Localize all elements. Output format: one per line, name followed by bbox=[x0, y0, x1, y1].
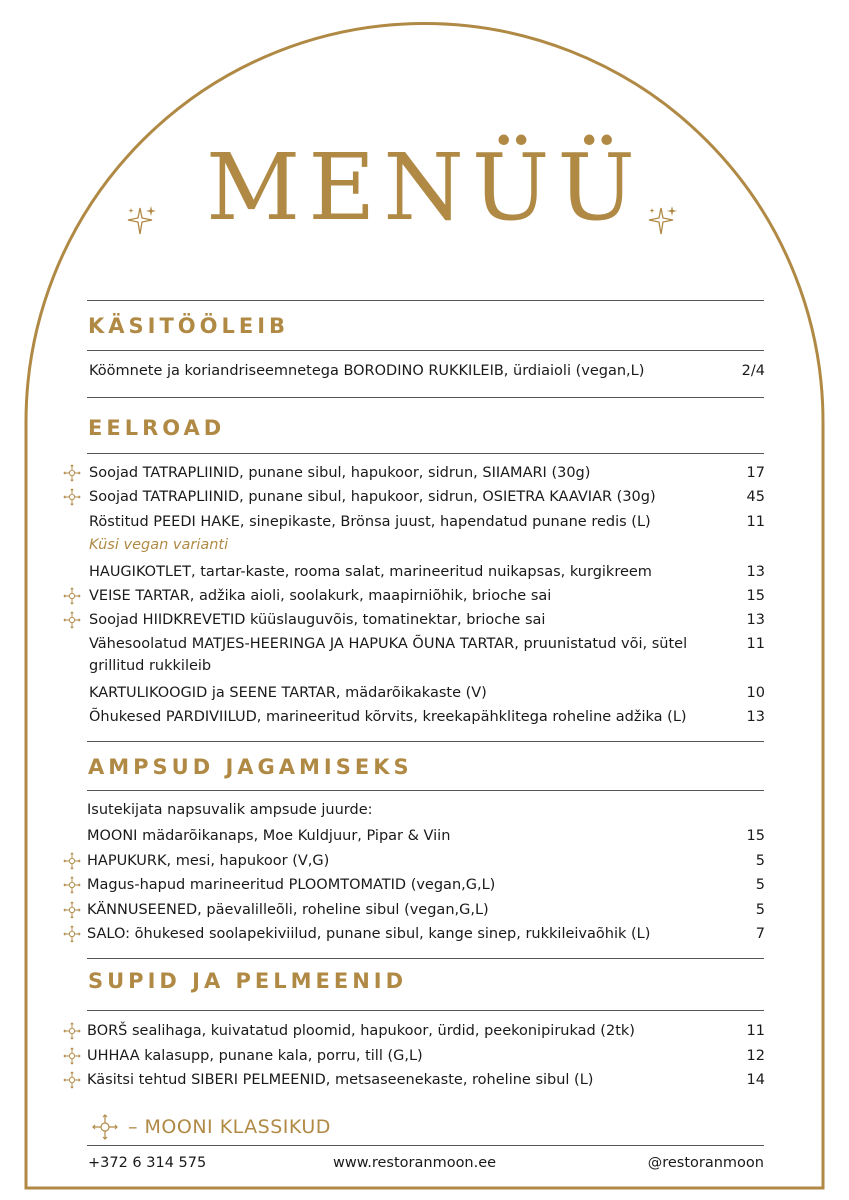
footer-social[interactable]: @restoranmoon bbox=[647, 1155, 764, 1171]
menu-item bbox=[89, 633, 765, 677]
menu-item-price: 11 bbox=[746, 1023, 765, 1039]
ornament-cross-icon bbox=[62, 851, 82, 871]
menu-item-price: 11 bbox=[746, 636, 765, 652]
menu-item bbox=[87, 850, 765, 872]
menu-item-price: 14 bbox=[746, 1072, 765, 1088]
divider bbox=[87, 1145, 764, 1146]
ornament-cross-icon bbox=[62, 875, 82, 895]
menu-item-price: 13 bbox=[746, 612, 765, 628]
menu-item bbox=[87, 1069, 765, 1091]
divider bbox=[87, 958, 764, 959]
menu-item-text: Õhukesed PARDIVIILUD, marineeritud kõrvits, kreekapähklitega roheline adžika (L) bbox=[89, 709, 687, 725]
divider bbox=[87, 350, 764, 351]
menu-item bbox=[87, 899, 765, 921]
sparkle-icon bbox=[645, 204, 679, 238]
menu-item-text: MOONI mädarõikanaps, Moe Kuldjuur, Pipar & Viin bbox=[87, 828, 451, 844]
menu-item-text: Magus-hapud marineeritud PLOOMTOMATID (vegan,G,L) bbox=[87, 877, 496, 893]
menu-item bbox=[89, 360, 765, 382]
menu-item-text: Köömnete ja koriandriseemnetega BORODINO RUKKILEIB, ürdiaioli (vegan,L) bbox=[89, 363, 645, 379]
menu-item-price: 15 bbox=[746, 828, 765, 844]
menu-item-text: HAUGIKOTLET, tartar-kaste, rooma salat, marineeritud nuikapsas, kurgikreem bbox=[89, 564, 652, 580]
section-title-supid: SUPID JA PELMEENID bbox=[88, 969, 408, 993]
menu-item bbox=[89, 609, 765, 631]
menu-item-text: Soojad HIIDKREVETID küüslauguvõis, tomatinektar, brioche sai bbox=[89, 612, 546, 628]
menu-item-text: Soojad TATRAPLIINID, punane sibul, hapukoor, sidrun, OSIETRA KAAVIAR (30g) bbox=[89, 489, 656, 505]
menu-item-price: 13 bbox=[746, 564, 765, 580]
menu-item bbox=[89, 511, 765, 533]
menu-item-text: HAPUKURK, mesi, hapukoor (V,G) bbox=[87, 853, 330, 869]
section-title-ampsud: AMPSUD JAGAMISEKS bbox=[88, 755, 413, 779]
menu-item-price: 5 bbox=[755, 877, 765, 893]
ornament-cross-icon bbox=[62, 1046, 82, 1066]
menu-item bbox=[89, 706, 765, 728]
divider bbox=[87, 790, 764, 791]
menu-item-price: 10 bbox=[746, 685, 765, 701]
menu-item-text: KARTULIKOOGID ja SEENE TARTAR, mädarõikakaste (V) bbox=[89, 685, 487, 701]
menu-item-price: 5 bbox=[755, 902, 765, 918]
section-intro: Isutekijata napsuvalik ampsude juurde: bbox=[87, 802, 373, 818]
divider bbox=[87, 1010, 764, 1011]
menu-item-text: SALO: õhukesed soolapekiviilud, punane sibul, kange sinep, rukkileivaõhik (L) bbox=[87, 926, 651, 942]
ornament-cross-icon bbox=[62, 1021, 82, 1041]
sparkle-icon bbox=[124, 204, 158, 238]
menu-item bbox=[87, 874, 765, 896]
menu-item-price: 5 bbox=[755, 853, 765, 869]
menu-item-price: 45 bbox=[746, 489, 765, 505]
menu-item-text: Röstitud PEEDI HAKE, sinepikaste, Brönsa juust, hapendatud punane redis (L) bbox=[89, 514, 651, 530]
menu-item-price: 13 bbox=[746, 709, 765, 725]
footer-phone[interactable]: +372 6 314 575 bbox=[88, 1155, 207, 1171]
ornament-cross-icon bbox=[62, 487, 82, 507]
menu-item bbox=[89, 561, 765, 583]
menu-item bbox=[89, 682, 765, 704]
menu-item-price: 2/4 bbox=[741, 363, 765, 379]
divider bbox=[87, 741, 764, 742]
menu-item bbox=[87, 825, 765, 847]
menu-item-price: 7 bbox=[755, 926, 765, 942]
section-title-eelroad: EELROAD bbox=[88, 416, 226, 440]
menu-item-text: Soojad TATRAPLIINID, punane sibul, hapukoor, sidrun, SIIAMARI (30g) bbox=[89, 465, 591, 481]
ornament-cross-icon bbox=[62, 610, 82, 630]
menu-item bbox=[89, 486, 765, 508]
ornament-cross-icon bbox=[62, 463, 82, 483]
vegan-note: Küsi vegan varianti bbox=[89, 537, 229, 553]
menu-item-price: 15 bbox=[746, 588, 765, 604]
menu-item bbox=[87, 1045, 765, 1067]
menu-item-price: 11 bbox=[746, 514, 765, 530]
legend-text: – MOONI KLASSIKUD bbox=[128, 1116, 331, 1138]
ornament-cross-icon bbox=[90, 1114, 120, 1140]
menu-item-text: UHHAA kalasupp, punane kala, porru, till (G,L) bbox=[87, 1048, 423, 1064]
menu-item bbox=[87, 923, 765, 945]
menu-item-text: Käsitsi tehtud SIBERI PELMEENID, metsaseenekaste, roheline sibul (L) bbox=[87, 1072, 594, 1088]
footer-website[interactable]: www.restoranmoon.ee bbox=[333, 1155, 497, 1171]
menu-item-text: KÄNNUSEENED, päevalilleõli, roheline sibul (vegan,G,L) bbox=[87, 902, 489, 918]
divider bbox=[87, 300, 764, 301]
menu-item-text: VEISE TARTAR, adžika aioli, soolakurk, maapirniõhik, brioche sai bbox=[89, 588, 552, 604]
menu-item-text: Vähesoolatud MATJES-HEERINGA JA HAPUKA ÕUNA TARTAR, pruunistatud või, sütel grillitud rukkileib bbox=[89, 636, 688, 674]
ornament-cross-icon bbox=[62, 586, 82, 606]
divider bbox=[87, 397, 764, 398]
menu-item bbox=[89, 585, 765, 607]
ornament-cross-icon bbox=[62, 1070, 82, 1090]
menu-item bbox=[87, 1020, 765, 1042]
menu-item bbox=[89, 462, 765, 484]
page-title: MENÜÜ bbox=[206, 134, 643, 241]
menu-item-price: 17 bbox=[746, 465, 765, 481]
divider bbox=[87, 453, 764, 454]
legend bbox=[90, 1114, 331, 1140]
ornament-cross-icon bbox=[62, 924, 82, 944]
menu-item-text: BORŠ sealihaga, kuivatatud ploomid, hapukoor, ürdid, peekonipirukad (2tk) bbox=[87, 1023, 635, 1039]
ornament-cross-icon bbox=[62, 900, 82, 920]
section-title-leib: KÄSITÖÖLEIB bbox=[88, 314, 290, 338]
menu-item-price: 12 bbox=[746, 1048, 765, 1064]
